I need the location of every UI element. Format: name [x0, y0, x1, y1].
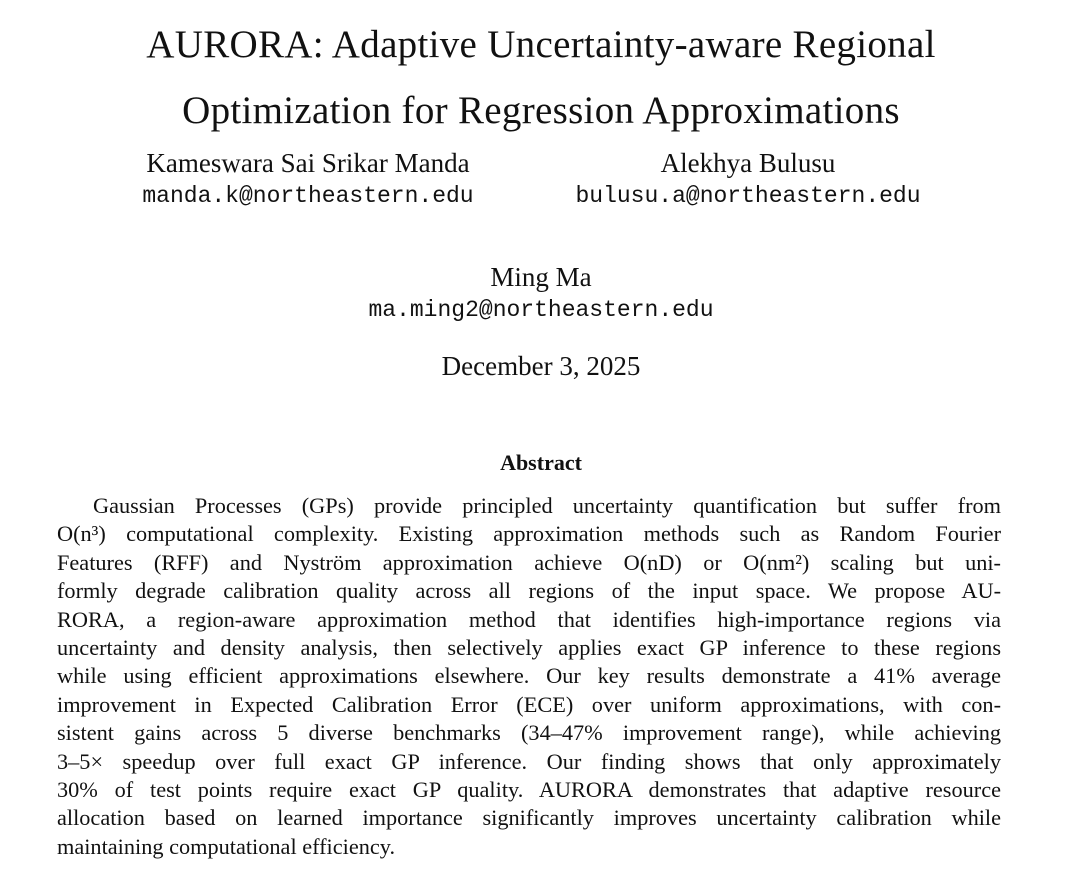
author-block-2: [548, 146, 948, 212]
abstract-line: 3–5× speedup over full exact GP inference. Our finding shows that only approximately: [57, 748, 1001, 774]
abstract-line: formly degrade calibration quality across all regions of the input space. We propose AU-: [57, 578, 1001, 604]
author-name: Ming Ma: [490, 262, 592, 292]
author-email: manda.k@northeastern.edu: [142, 183, 474, 209]
abstract-body: [57, 492, 1001, 861]
author-name: Kameswara Sai Srikar Manda: [146, 148, 470, 178]
abstract-line: RORA, a region-aware approximation method that identifies high-importance regions via: [57, 606, 1001, 632]
author-email: ma.ming2@northeastern.edu: [368, 297, 714, 323]
author-email: bulusu.a@northeastern.edu: [575, 183, 921, 209]
paper-date: December 3, 2025: [441, 351, 641, 381]
title-line-1: AURORA: Adaptive Uncertainty-aware Regional: [146, 23, 936, 66]
abstract-line: Features (RFF) and Nyström approximation achieve O(nD) or O(nm²) scaling but uni-: [57, 549, 1001, 575]
abstract-line: 30% of test points require exact GP quality. AURORA demonstrates that adaptive resource: [57, 777, 1001, 803]
abstract-line: allocation based on learned importance significantly improves uncertainty calibration while: [57, 805, 1001, 831]
abstract-line: while using efficient approximations elsewhere. Our key results demonstrate a 41% average: [57, 663, 1001, 689]
title-line-2: Optimization for Regression Approximations: [182, 89, 900, 132]
abstract-line: sistent gains across 5 diverse benchmarks (34–47% improvement range), while achieving: [57, 720, 1001, 746]
abstract-line: maintaining computational efficiency.: [57, 833, 396, 859]
abstract-line: uncertainty and density analysis, then selectively applies exact GP inference to these regions: [57, 635, 1001, 661]
abstract-heading: Abstract: [500, 450, 582, 475]
paper-title: [0, 12, 1082, 144]
author-block-1: [108, 146, 508, 212]
abstract-line: Gaussian Processes (GPs) provide principled uncertainty quantification but suffer from: [93, 493, 1001, 518]
abstract-line: improvement in Expected Calibration Error (ECE) over uniform approximations, with con-: [57, 691, 1001, 717]
author-block-3: [341, 260, 741, 326]
abstract-line: O(n³) computational complexity. Existing approximation methods such as Random Fourier: [57, 521, 1001, 547]
author-name: Alekhya Bulusu: [660, 148, 836, 178]
